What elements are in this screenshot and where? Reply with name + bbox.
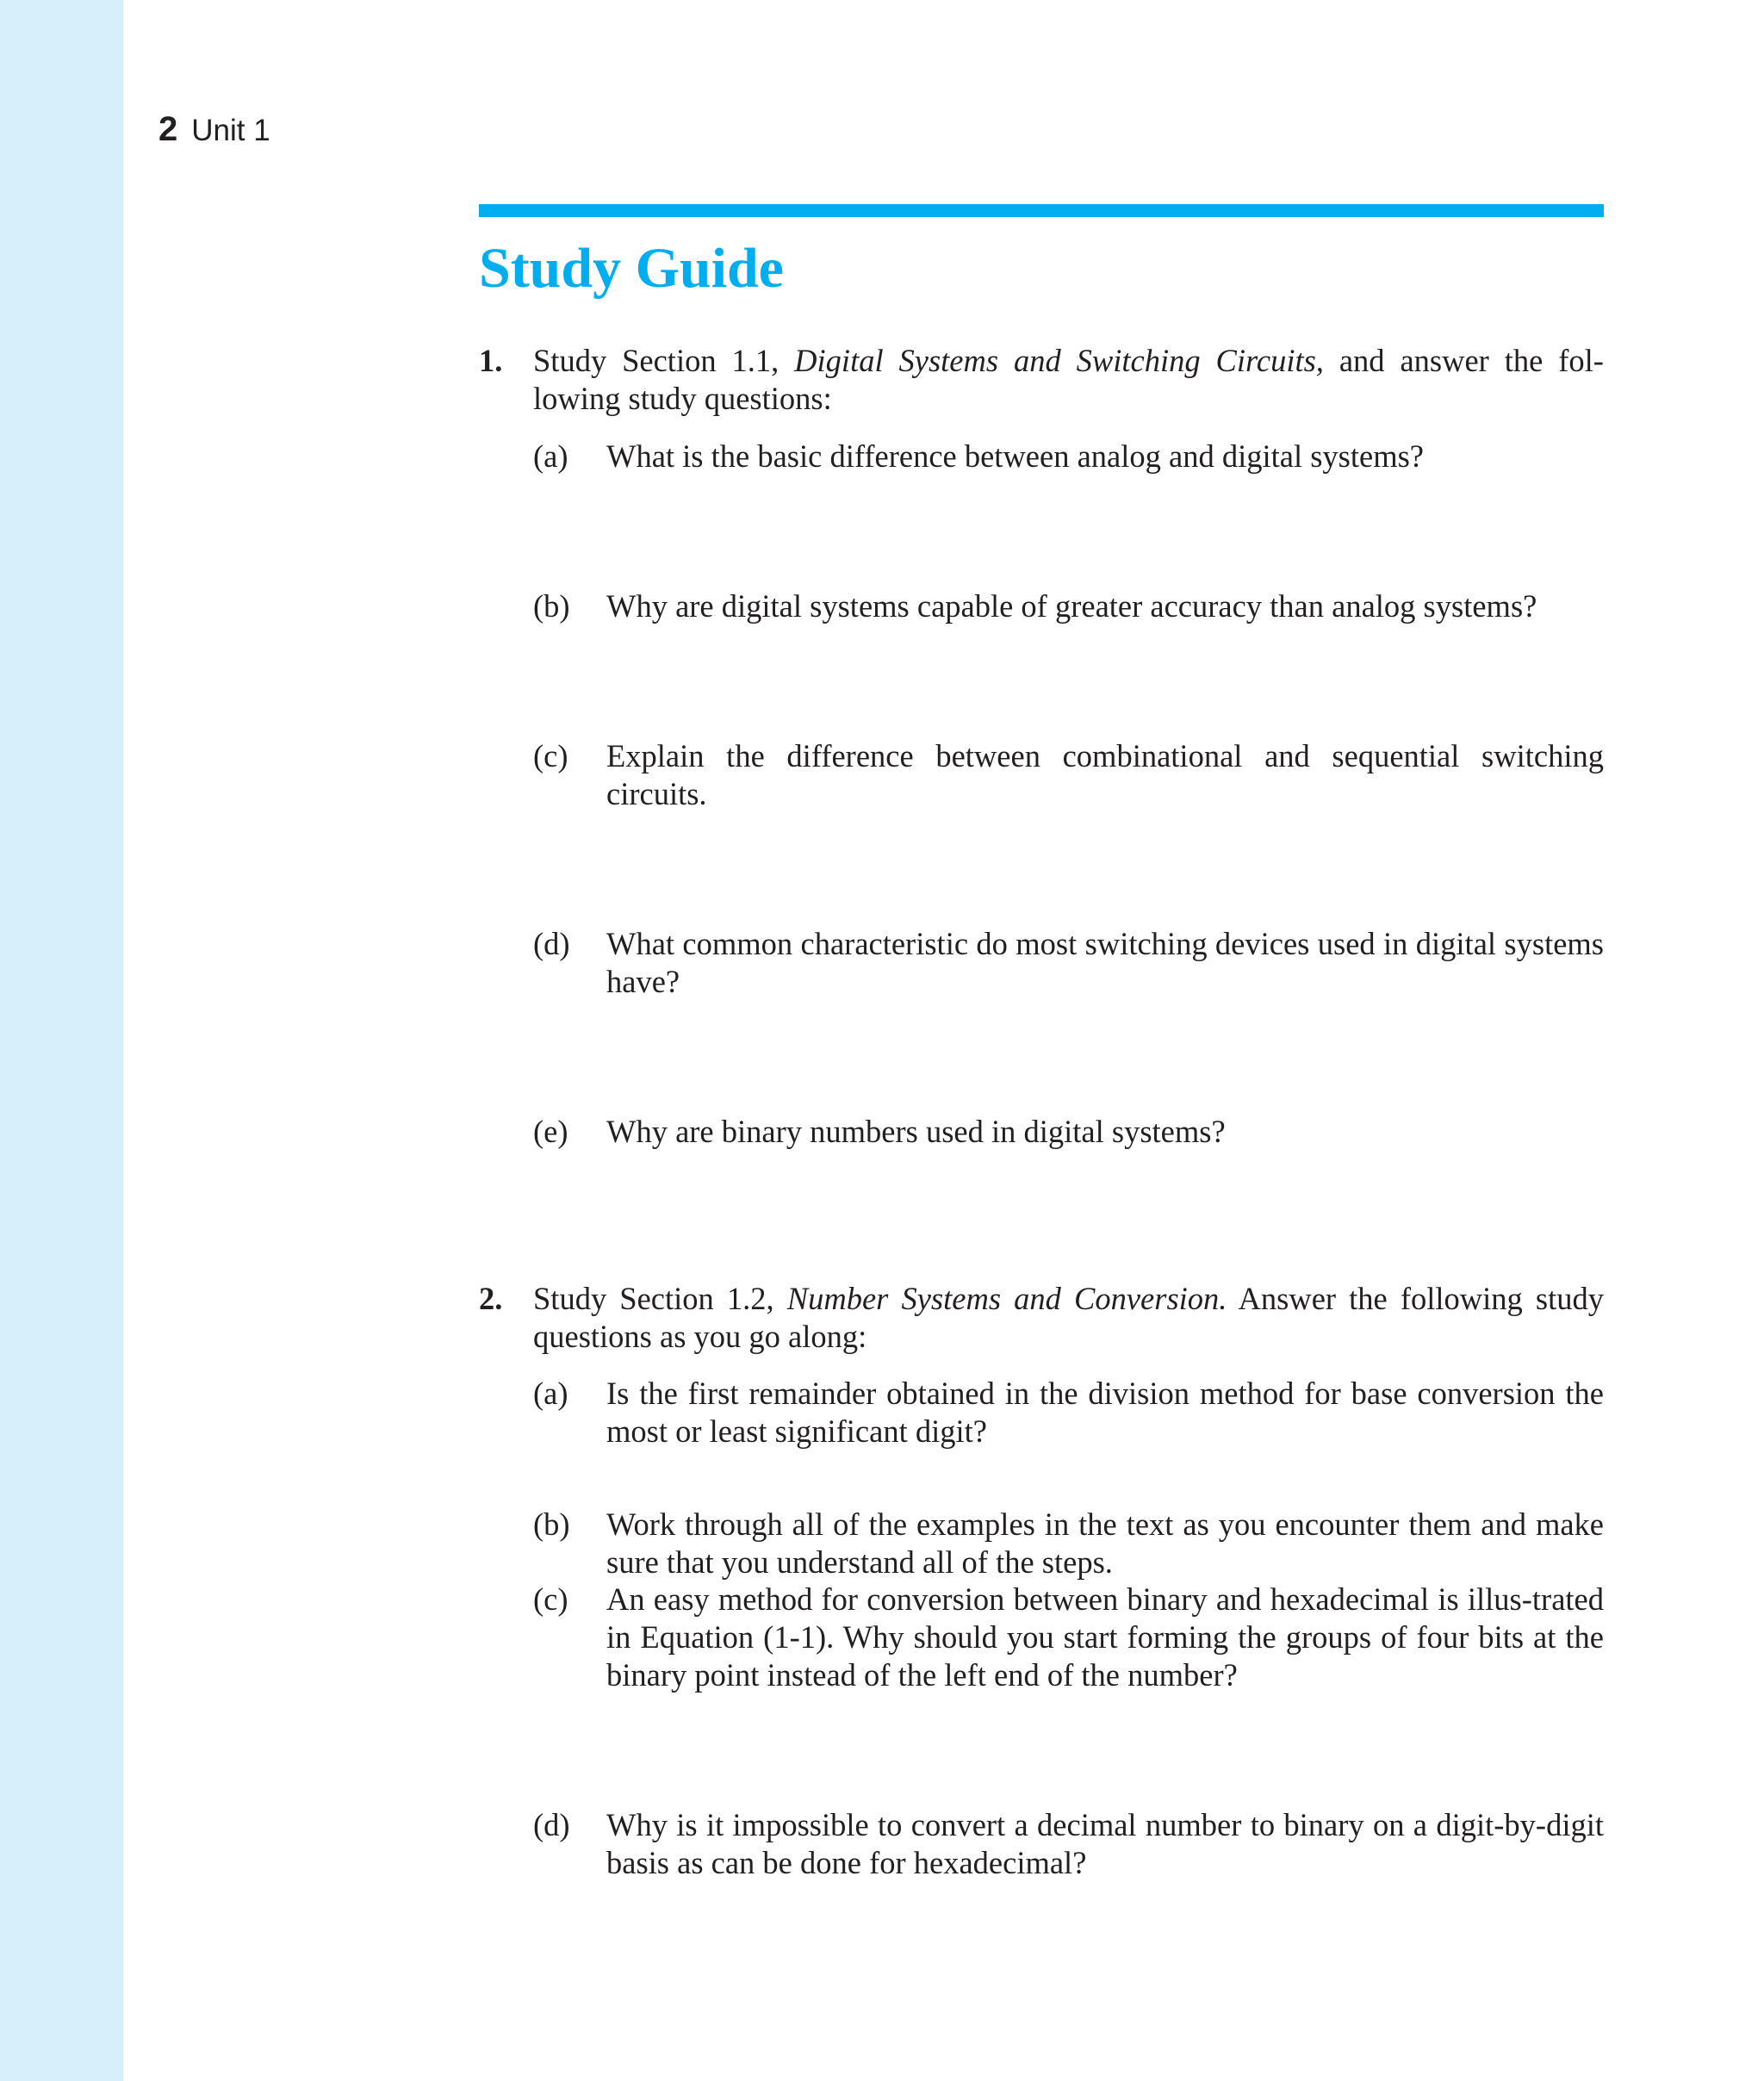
margin-strip — [0, 0, 123, 2081]
item-text: What common characteristic do most switching devices used in digital systems have? — [606, 926, 1604, 999]
section-title: Number Systems and Conversion. — [786, 1281, 1227, 1316]
list-item — [533, 1375, 1604, 1450]
question-text — [533, 342, 1604, 418]
item-letter: (c) — [533, 1581, 568, 1617]
item-letter: (d) — [533, 926, 570, 961]
question-text — [533, 1280, 1604, 1356]
item-text: Why are binary numbers used in digital systems? — [606, 1114, 1226, 1149]
item-text: An easy method for conversion between binary and hexadecimal is illus-trated in Equation (1-1). Why should you start forming the groups of four bits at the binary point instead of the left end of the number? — [606, 1581, 1604, 1693]
question-number: 1. — [479, 343, 503, 378]
list-item — [533, 1113, 1604, 1151]
list-item — [533, 1506, 1604, 1581]
page-title: Study Guide — [479, 237, 784, 300]
running-head — [158, 110, 270, 150]
item-letter: (a) — [533, 438, 568, 474]
question-2 — [479, 1280, 1604, 1356]
list-item — [533, 737, 1604, 813]
section-title: Digital Systems and Switching Circuits, — [794, 343, 1324, 378]
item-letter: (c) — [533, 738, 568, 773]
item-letter: (b) — [533, 1506, 570, 1542]
question-1 — [479, 342, 1604, 418]
list-item — [533, 1581, 1604, 1694]
list-item — [533, 925, 1604, 1001]
section-rule — [479, 204, 1604, 217]
question-text-before: Study Section 1.2, — [533, 1281, 787, 1316]
item-text: Explain the difference between combinational and sequential switching circuits. — [606, 738, 1604, 811]
unit-label: Unit 1 — [191, 114, 270, 147]
item-letter: (b) — [533, 588, 570, 624]
item-text: What is the basic difference between analog and digital systems? — [606, 438, 1424, 474]
item-text: Why are digital systems capable of greater accuracy than analog systems? — [606, 588, 1537, 624]
question-text-after: and answer the fol-lowing study questions: — [533, 343, 1604, 416]
list-item — [533, 1806, 1604, 1882]
item-letter: (d) — [533, 1807, 570, 1842]
question-text-after: Answer the following study questions as you go along: — [533, 1281, 1604, 1354]
question-text-before: Study Section 1.1, — [533, 343, 795, 378]
item-letter: (e) — [533, 1114, 568, 1149]
item-text: Work through all of the examples in the text as you encounter them and make sure that you understand all of the steps. — [606, 1506, 1604, 1580]
item-text: Why is it impossible to convert a decimal number to binary on a digit-by-digit basis as can be done for hexadecimal? — [606, 1807, 1604, 1880]
item-text: Is the first remainder obtained in the division method for base conversion the most or least significant digit? — [606, 1376, 1604, 1449]
page-number: 2 — [158, 110, 178, 148]
list-item — [533, 587, 1604, 625]
question-number: 2. — [479, 1281, 503, 1316]
list-item — [533, 438, 1604, 475]
item-letter: (a) — [533, 1376, 568, 1411]
